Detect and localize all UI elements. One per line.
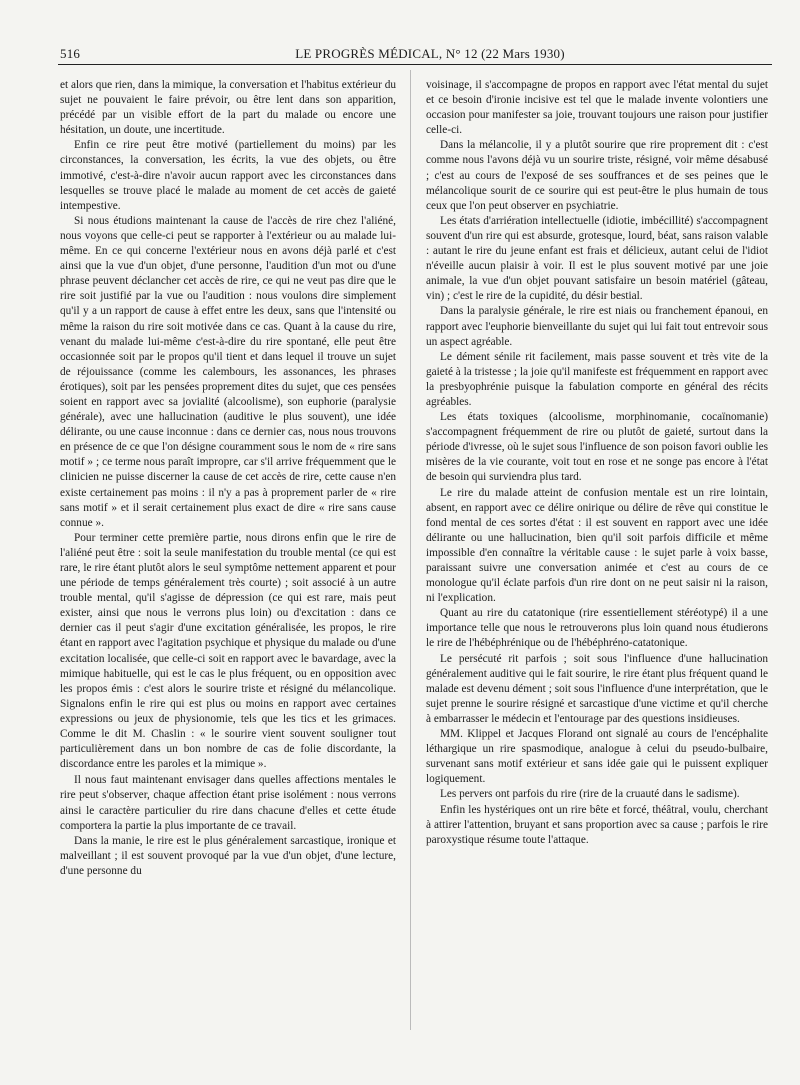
page-number: 516 [60, 46, 81, 61]
journal-title: LE PROGRÈS MÉDICAL, N° 12 (22 Mars 1930) [295, 46, 565, 61]
left-column [60, 78, 396, 1068]
paragraph: Enfin les hystériques ont un rire bête et forcé, théâtral, voulu, cherchant à attirer l'attention, bruyant et sans proportion avec sa cause ; parfois le rire paroxystique résume toute l'attaque. [426, 803, 768, 846]
header-rule [58, 64, 772, 65]
paragraph: Quant au rire du catatonique (rire essentiellement stéréotypé) il a une importance telle que nous le retrouverons plus loin quand nous étudierons le rire de l'hébéphrénique ou de l'hébéphréno-catatonique. [426, 607, 768, 650]
column-divider [410, 70, 411, 1030]
paragraph: MM. Klippel et Jacques Florand ont signalé au cours de l'encéphalite léthargique un rire spasmodique, analogue à celui du pseudo-bulbaire, survenant sans motif extérieur et sans idée gaie qui le puissent expliquer logiquement. [426, 728, 768, 786]
paragraph: Le persécuté rit parfois ; soit sous l'influence d'une hallucination généralement auditive qui le fait sourire, le rire étant plus fréquent quand le malade est devenu dément ; soit sous l'influence d'une interprétation, que le sujet prenne le sourire résigné et sarcastique d'une victime et qu'il cherche à embarrasser le médecin et l'entourage par des questions insidieuses. [426, 652, 768, 725]
paragraph: Pour terminer cette première partie, nous dirons enfin que le rire de l'aliéné peut être : soit la seule manifestation du trouble mental (ce qui est rare, le rire étant plutôt alors le seul symptôme nettement apparent et pour une période de temps généralement très courte) ; soit associé à un autre trouble mental, qu'il s'agisse de dépression (ce qui est rare, mais peut exister, ainsi que nous le verrons plus loin) ou d'excitation : dans ce dernier cas il peut s'agir d'une excitation généralisée, les propos, le rire étant en rapport avec l'agitation psychique et physique du malade ou d'une excitation localisée, que celle-ci soit en rapport avec le bavardage, avec la mimique habituelle, qui est le cas le plus fréquent, ou en opposition avec les propos émis : c'est alors le sourire triste et résigné du mélancolique. Signalons enfin le rire qui est plus ou moins en rapport avec certaines expressions ou jeux de physionomie, tels que les tics et les grimaces. Comme le dit M. Chaslin : « le sourire vient souvent souligner tout particulièrement dans un bon nombre de cas de folie discordante, la discordance entre les paroles et la mimique ». [60, 531, 396, 771]
paragraph: Dans la manie, le rire est le plus généralement sarcastique, ironique et malveillant ; il est souvent provoqué par la vue d'un objet, d'une lecture, d'une personne du [60, 834, 396, 877]
paragraph: Dans la mélancolie, il y a plutôt sourire que rire proprement dit : c'est comme nous l'avons déjà vu un sourire triste, résigné, voir même désabusé ; c'est au cours de l'exposé de ses souffrances et de ses peines que le mélancolique sourit de ce sourire qui est peut-être le plus humain de tous ceux que l'on peut observer en psychiatrie. [426, 139, 768, 212]
paragraph: Si nous étudions maintenant la cause de l'accès de rire chez l'aliéné, nous voyons que celle-ci peut se rapporter à l'extérieur ou au malade lui-même. En ce qui concerne l'extérieur nous en avons déjà parlé et c'est ainsi que la vue d'un objet, d'une personne, l'audition d'un mot ou d'une phrase peuvent déclancher cet accès de rire, ce qui ne veut pas dire que le rire soit justifié par la vue ou l'audition : nous voulons dire simplement qu'il y a un rapport de cause à effet entre les deux, sans que l'intensité ou même la raison du rire soit motivée dans ce cas. Quant à la cause du rire, venant du malade lui-même c'est-à-dire du rire spontané, elle peut être occasionnée soit par le propos qu'il tient et dans lequel il trouve un sujet de réjouissance (comme les calembours, les assonances, les phrases érotiques), soit par les pensées proprement dites du sujet, que ces pensées soient en rapport avec sa jovialité (alcoolisme), son euphorie (paralysie générale), avec une hallucination (auditive le plus souvent), une idée délirante, ou une cause inconnue : dans ce dernier cas, nous nous trouvons en présence de ce que l'on désigne couramment sous le nom de « rire sans motif » ; ce terme nous paraît impropre, car s'il arrive fréquemment que le clinicien ne puisse discerner la cause de cet accès de rire, cette cause n'en existe certainement pas moins : il n'y a pas à proprement parler de « rire sans motif » et il serait certainement plus exact de dire « rire sans cause connue ». [60, 214, 396, 529]
paragraph: Les états d'arriération intellectuelle (idiotie, imbécillité) s'accompagnent souvent d'un rire qui est absurde, grotesque, lourd, béat, sans raison valable : autant le rire du jeune enfant est frais et délicieux, autant celui de l'idiot n'éveille aucun plaisir à voir. Il est le plus souvent motivé par une joie animale, la vue d'un objet pouvant satisfaire un besoin matériel (gâteau, vin) ; c'est le rire de la cupidité, du désir bestial. [426, 214, 768, 303]
paragraph: Il nous faut maintenant envisager dans quelles affections mentales le rire peut s'observer, chaque affection étant prise isolément : nous verrons ainsi le caractère particulier du rire dans chacune d'elles et cette étude comportera la partie la plus importante de ce travail. [60, 774, 396, 832]
paragraph: voisinage, il s'accompagne de propos en rapport avec l'état mental du sujet et ce besoin d'ironie incisive est tel que le malade invente volontiers une occasion pour manifester sa joie, trouvant toujours une raison pour justifier celle-ci. [426, 79, 768, 137]
paragraph: Le rire du malade atteint de confusion mentale est un rire lointain, absent, en rapport avec ce délire onirique ou délire de rêve qui constitue le fond mental de ces sortes d'état : il est souvent en rapport avec une idée délirante ou une hallucination, bien qu'il soit parfois difficile et même impossible d'en connaître la véritable cause : le sujet parle à voix basse, paraissant suivre une conversation animée et c'est au cours de ce monologue qu'il éclate parfois d'un rire dont on ne peut saisir ni la raison, ni l'explication. [426, 486, 768, 605]
paragraph: Les pervers ont parfois du rire (rire de la cruauté dans le sadisme). [440, 788, 740, 801]
paragraph: et alors que rien, dans la mimique, la conversation et l'habitus extérieur du sujet ne pouvaient le faire prévoir, ou être lent dans son apparition, précédé par un visible effort de la part du malade ou encore une hésitation, un doute, une incertitude. [60, 79, 396, 137]
paragraph: Le dément sénile rit facilement, mais passe souvent et très vite de la gaieté à la tristesse ; la joie qu'il manifeste est fréquemment en rapport avec la presbyophrénie puisque la fabulation comporte en général des récits agréables. [426, 350, 768, 408]
paragraph: Enfin ce rire peut être motivé (partiellement du moins) par les circonstances, la conversation, les écrits, la vue des objets, ou être immotivé, c'est-à-dire n'avoir aucun rapport avec les circonstances dans lesquelles se trouve placé le malade au moment de cet accès de gaieté intempestive. [60, 139, 396, 212]
paragraph: Dans la paralysie générale, le rire est niais ou franchement épanoui, en rapport avec l'euphorie bienveillante du sujet qui lui fait tout entrevoir sous un aspect agréable. [426, 305, 768, 348]
paragraph: Les états toxiques (alcoolisme, morphinomanie, cocaïnomanie) s'accompagnent fréquemment de rire ou plutôt de gaieté, surtout dans la période d'ivresse, où le sujet sous l'influence de son poison favori oublie les misères de la vie courante, voit tout en rose et ne songe pas encore à l'état de besoin qui surviendra plus tard. [426, 411, 768, 484]
right-column [426, 78, 768, 1068]
running-header [48, 46, 772, 64]
